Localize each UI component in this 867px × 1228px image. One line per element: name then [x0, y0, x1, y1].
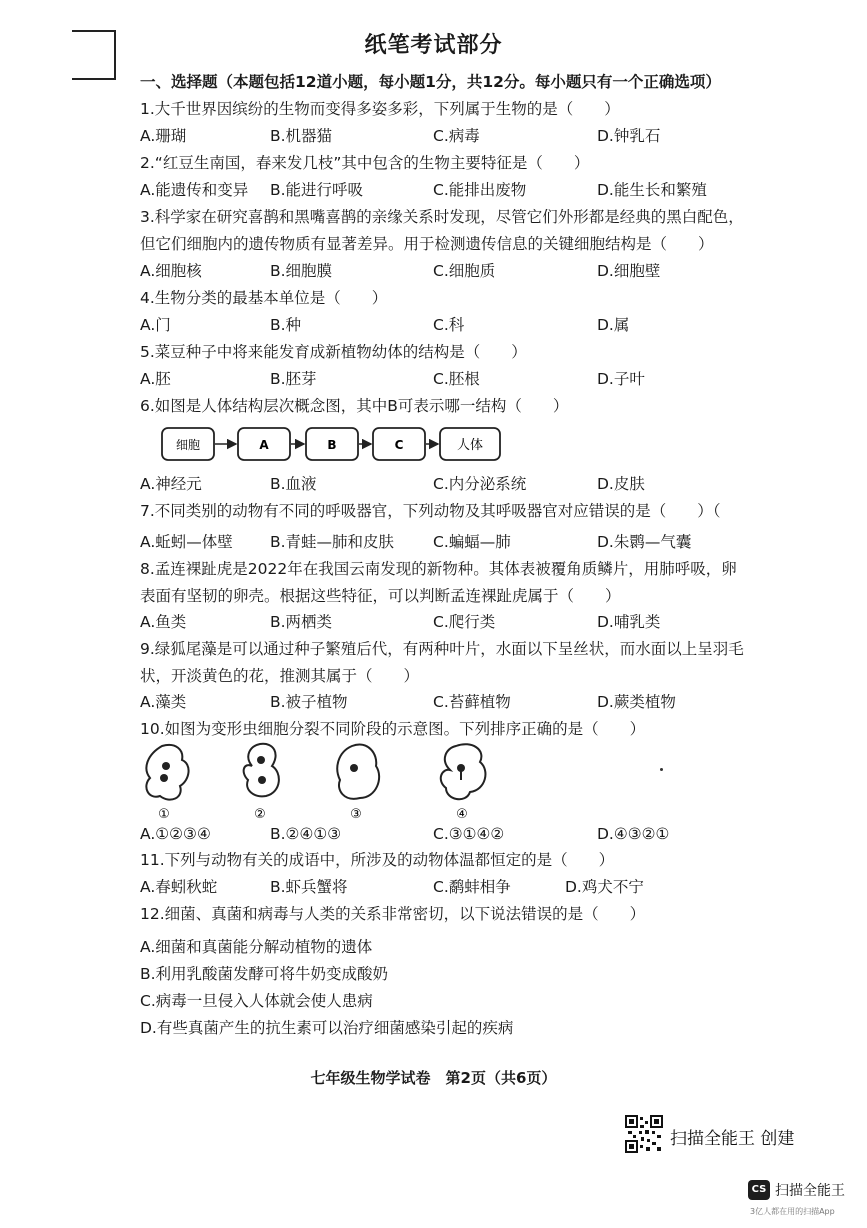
cell-label-3: ③ — [350, 807, 362, 822]
question-6-stem: 6.如图是人体结构层次概念图，其中B可表示哪一结构（ ） — [140, 397, 569, 415]
q8-option-d: D.哺乳类 — [597, 613, 661, 631]
question-5-stem: 5.菜豆种子中将来能发育成新植物幼体的结构是（ ） — [140, 343, 527, 361]
question-10-stem: 10.如图为变形虫细胞分裂不同阶段的示意图。下列排序正确的是（ ） — [140, 720, 646, 738]
amoeba-cell-3 — [337, 745, 379, 799]
page-title: 纸笔考试部分 — [364, 33, 503, 58]
q10-option-a: A.①②③④ — [140, 825, 211, 843]
scan-speck — [660, 768, 663, 771]
app-watermark-badge — [748, 1178, 860, 1222]
q9-option-b: B.被子植物 — [270, 693, 348, 711]
q7-option-b: B.青蛙—肺和皮肤 — [270, 533, 395, 551]
question-11-stem: 11.下列与动物有关的成语中，所涉及的动物体温都恒定的是（ ） — [140, 851, 615, 869]
q3-option-a: A.细胞核 — [140, 262, 202, 280]
flow-node-b: B — [327, 438, 337, 452]
q11-option-d: D.鸡犬不宁 — [565, 878, 644, 896]
page-footer: 七年级生物学试卷 第2页（共6页） — [310, 1069, 557, 1087]
flow-node-c: C — [394, 438, 404, 452]
amoeba-cell-1 — [146, 745, 188, 800]
q7-option-c: C.蝙蝠—肺 — [433, 533, 511, 551]
cell-2-nucleus-top — [257, 756, 265, 764]
q4-option-d: D.属 — [597, 316, 630, 334]
question-3-stem-line-2: 但它们细胞内的遗传物质有显著差异。用于检测遗传信息的关键细胞结构是（ ） — [140, 235, 714, 253]
scan-credit-text: 扫描全能王 创建 — [670, 1129, 795, 1149]
cell-label-4: ④ — [456, 807, 468, 822]
question-7-stem: 7.不同类别的动物有不同的呼吸器官，下列动物及其呼吸器官对应错误的是（ ）（ — [140, 502, 721, 520]
q4-option-b: B.种 — [270, 316, 302, 334]
q8-option-c: C.爬行类 — [433, 613, 496, 631]
cell-1-nucleus-top — [162, 762, 170, 770]
q7-option-d: D.朱鹮—气囊 — [597, 533, 692, 551]
cell-2-nucleus-bottom — [258, 776, 266, 784]
question-8-stem-line-1: 8.孟连裸趾虎是2022年在我国云南发现的新物种。其体表被覆角质鳞片，用肺呼吸，卵 — [140, 560, 737, 578]
app-name: 扫描全能王 — [775, 1183, 845, 1199]
cell-label-2: ② — [254, 807, 266, 822]
question-2-stem: 2.“红豆生南国，春来发几枝”其中包含的生物主要特征是（ ） — [140, 154, 590, 172]
flow-node-body: 人体 — [456, 438, 484, 453]
q2-option-d: D.能生长和繁殖 — [597, 181, 707, 199]
q2-option-a: A.能遗传和变异 — [140, 181, 249, 199]
q3-option-b: B.细胞膜 — [270, 262, 333, 280]
cell-label-1: ① — [158, 807, 170, 822]
q10-option-c: C.③①④② — [433, 825, 505, 843]
question-12-stem: 12.细菌、真菌和病毒与人类的关系非常密切，以下说法错误的是（ ） — [140, 905, 646, 923]
amoeba-division-figure — [140, 740, 660, 830]
q11-option-a: A.春蚓秋蛇 — [140, 878, 218, 896]
amoeba-cell-2 — [244, 744, 279, 797]
q9-option-a: A.藻类 — [140, 693, 187, 711]
q12-option-b: B.利用乳酸菌发酵可将牛奶变成酸奶 — [140, 965, 389, 983]
question-4-stem: 4.生物分类的最基本单位是（ ） — [140, 289, 388, 307]
question-1-stem: 1.大千世界因缤纷的生物而变得多姿多彩，下列属于生物的是（ ） — [140, 100, 620, 118]
app-tagline: 3亿人都在用的扫描App — [750, 1207, 835, 1216]
q4-option-a: A.门 — [140, 316, 171, 334]
q6-option-c: C.内分泌系统 — [433, 475, 527, 493]
q1-option-b: B.机器猫 — [270, 127, 333, 145]
q1-option-d: D.钟乳石 — [597, 127, 661, 145]
q8-option-a: A.鱼类 — [140, 613, 187, 631]
q7-option-a: A.蚯蚓—体壁 — [140, 533, 233, 551]
q12-option-c: C.病毒一旦侵入人体就会使人患病 — [140, 992, 373, 1010]
q1-option-c: C.病毒 — [433, 127, 480, 145]
q6-option-d: D.皮肤 — [597, 475, 645, 493]
q4-option-c: C.科 — [433, 316, 465, 334]
flow-node-a: A — [259, 438, 269, 452]
amoeba-cell-4 — [441, 744, 486, 799]
q11-option-b: B.虾兵蟹将 — [270, 878, 348, 896]
q8-option-b: B.两栖类 — [270, 613, 333, 631]
q9-option-c: C.苔藓植物 — [433, 693, 511, 711]
question-3-stem-line-1: 3.科学家在研究喜鹊和黑嘴喜鹊的亲缘关系时发现，尽管它们外形都是经典的黑白配色， — [140, 208, 744, 226]
q5-option-c: C.胚根 — [433, 370, 480, 388]
q6-option-a: A.神经元 — [140, 475, 202, 493]
q12-option-a: A.细菌和真菌能分解动植物的遗体 — [140, 938, 373, 956]
question-8-stem-line-2: 表面有坚韧的卵壳。根据这些特征，可以判断孟连裸趾虎属于（ ） — [140, 587, 621, 605]
flow-node-cell: 细胞 — [175, 438, 201, 452]
q5-option-a: A.胚 — [140, 370, 171, 388]
q2-option-b: B.能进行呼吸 — [270, 181, 364, 199]
q1-option-a: A.珊瑚 — [140, 127, 187, 145]
q11-option-c: C.鹬蚌相争 — [433, 878, 511, 896]
q12-option-d: D.有些真菌产生的抗生素可以治疗细菌感染引起的疾病 — [140, 1019, 514, 1037]
q9-option-d: D.蕨类植物 — [597, 693, 676, 711]
question-9-stem-line-2: 状，开淡黄色的花，推测其属于（ ） — [140, 667, 420, 685]
q10-option-d: D.④③②① — [597, 825, 670, 843]
section-heading: 一、选择题（本题包括12道小题，每小题1分，共12分。每小题只有一个正确选项） — [140, 73, 721, 91]
q2-option-c: C.能排出废物 — [433, 181, 527, 199]
q3-option-d: D.细胞壁 — [597, 262, 661, 280]
cell-1-nucleus-bottom — [160, 774, 168, 782]
q5-option-b: B.胚芽 — [270, 370, 317, 388]
q10-option-b: B.②④①③ — [270, 825, 342, 843]
camscanner-logo-icon: CS — [748, 1180, 770, 1200]
body-structure-flowchart — [160, 424, 510, 464]
qr-code-icon — [625, 1115, 663, 1153]
cell-3-nucleus — [350, 764, 358, 772]
q3-option-c: C.细胞质 — [433, 262, 496, 280]
q5-option-d: D.子叶 — [597, 370, 645, 388]
question-9-stem-line-1: 9.绿狐尾藻是可以通过种子繁殖后代，有两种叶片，水面以下呈丝状，而水面以上呈羽毛 — [140, 640, 744, 658]
q6-option-b: B.血液 — [270, 475, 317, 493]
